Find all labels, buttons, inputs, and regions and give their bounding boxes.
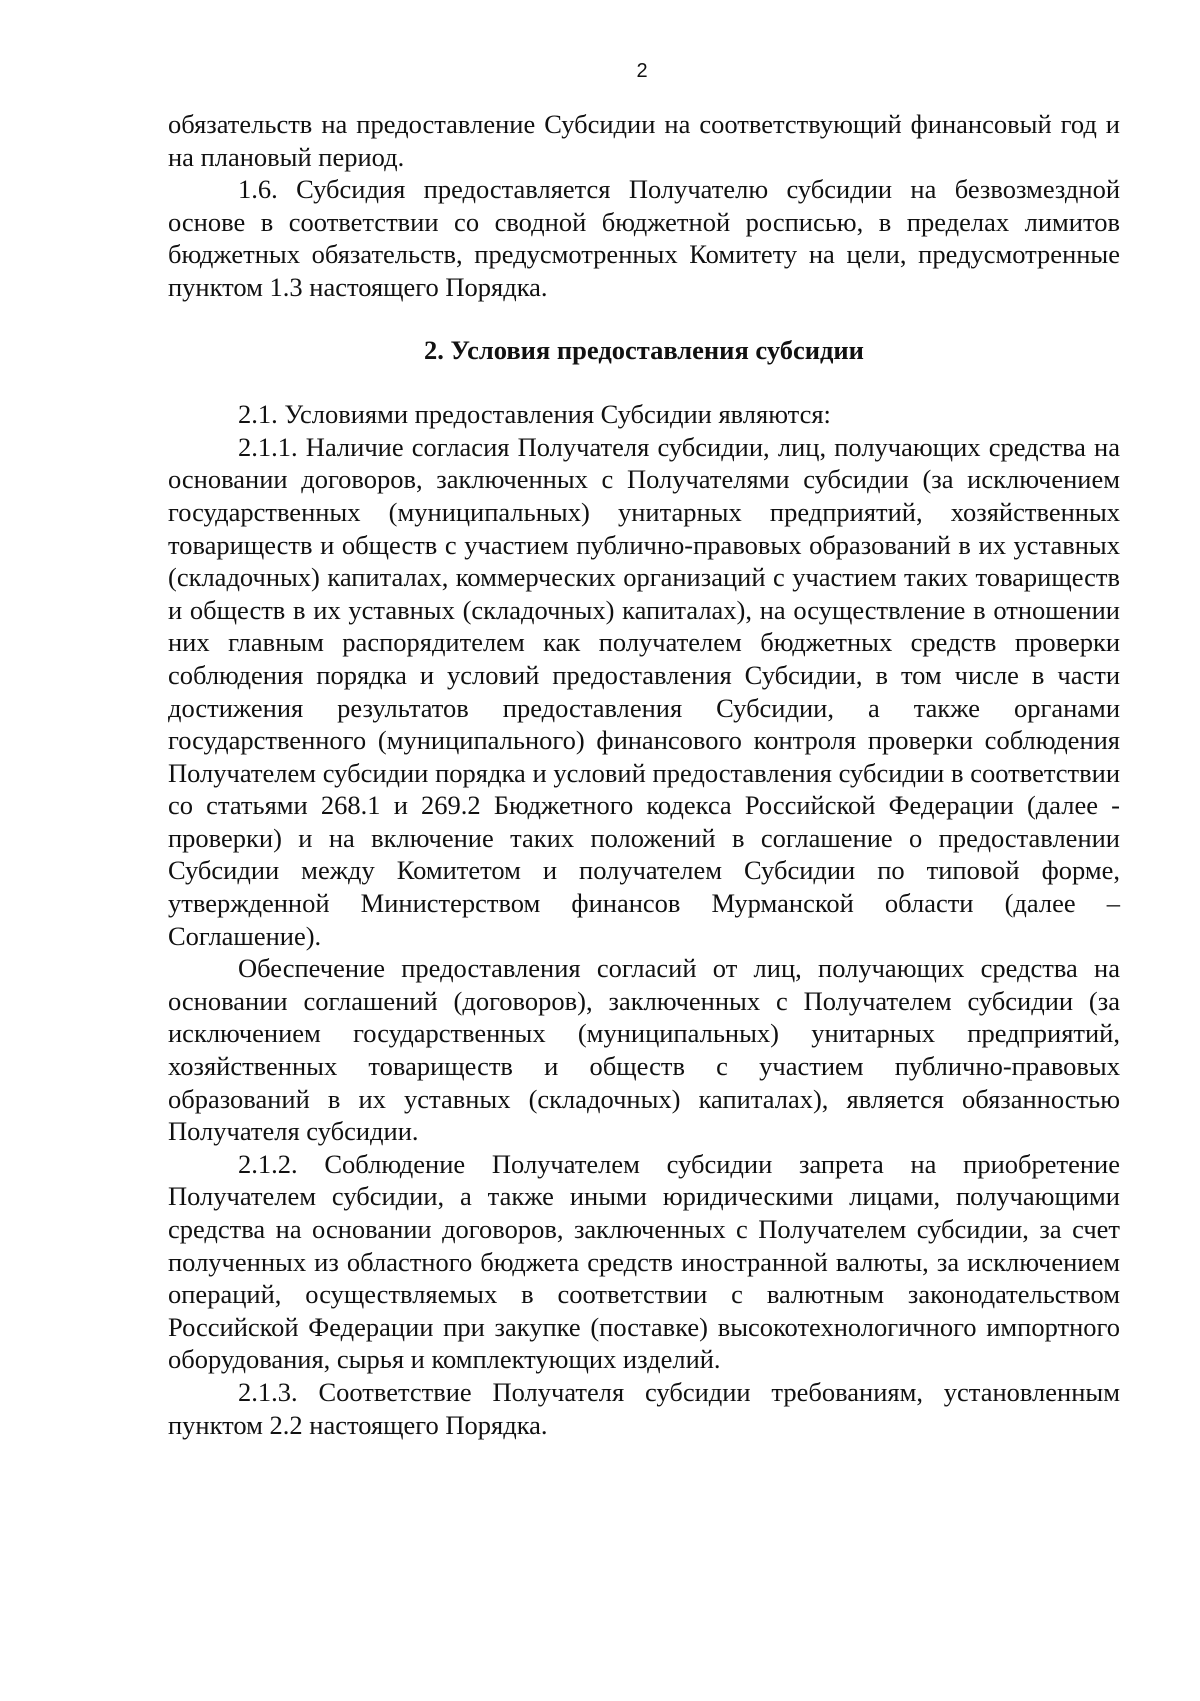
- paragraph-2-1-1: 2.1.1. Наличие согласия Получателя субсидии, лиц, получающих средства на основании договоров, заключенных с Получателями субсидии (за исключением государственных (муниципальных) унитарных предприятий, хозяйственных товариществ и обществ с участием публично-правовых образований в их уставных (складочных) капиталах, коммерческих организаций с участием таких товариществ и обществ в их уставных (складочных) капиталах), на осуществление в отношении них главным распорядителем как получателем бюджетных средств проверки соблюдения порядка и условий предоставления Субсидии, в том числе в части достижения результатов предоставления Субсидии, а также органами государственного (муниципального) финансового контроля проверки соблюдения Получателем субсидии порядка и условий предоставления субсидии в соответствии со статьями 268.1 и 269.2 Бюджетного кодекса Российской Федерации (далее - проверки) и на включение таких положений в соглашение о предоставлении Субсидии между Комитетом и получателем Субсидии по типовой форме, утвержденной Министерством финансов Мурманской области (далее – Соглашение).: [168, 431, 1120, 951]
- paragraph-continuation: обязательств на предоставление Субсидии на соответствующий финансовый год и на плановый период.: [168, 109, 1120, 172]
- paragraph-2-1-2: 2.1.2. Соблюдение Получателем субсидии запрета на приобретение Получателем субсидии, а также иными юридическими лицами, получающими средства на основании договоров, заключенных с Получателем субсидии, за счет полученных из областного бюджета средств иностранной валюты, за исключением операций, осуществляемых в соответствии с валютным законодательством Российской Федерации при закупке (поставке) высокотехнологичного импортного оборудования, сырья и комплектующих изделий.: [168, 1148, 1120, 1375]
- paragraph-2-1-3: 2.1.3. Соответствие Получателя субсидии требованиям, установленным пунктом 2.2 настоящего Порядка.: [168, 1376, 1120, 1440]
- page-number: 2: [636, 60, 648, 82]
- section-heading: 2. Условия предоставления субсидии: [424, 334, 864, 365]
- paragraph-1-6: 1.6. Субсидия предоставляется Получателю субсидии на безвозмездной основе в соответствии со сводной бюджетной росписью, в пределах лимитов бюджетных обязательств, предусмотренных Комитету на цели, предусмотренные пунктом 1.3 настоящего Порядка.: [168, 174, 1120, 302]
- paragraph-2-1: 2.1. Условиями предоставления Субсидии являются:: [238, 399, 831, 430]
- paragraph-consent-provision: Обеспечение предоставления согласий от лиц, получающих средства на основании соглашений (договоров), заключенных с Получателем субсидии (за исключением государственных (муниципальных) унитарных предприятий, хозяйственных товариществ и обществ с участием публично-правовых образований в их уставных (складочных) капиталах), является обязанностью Получателя субсидии.: [168, 953, 1120, 1147]
- document-body: [168, 108, 1120, 1441]
